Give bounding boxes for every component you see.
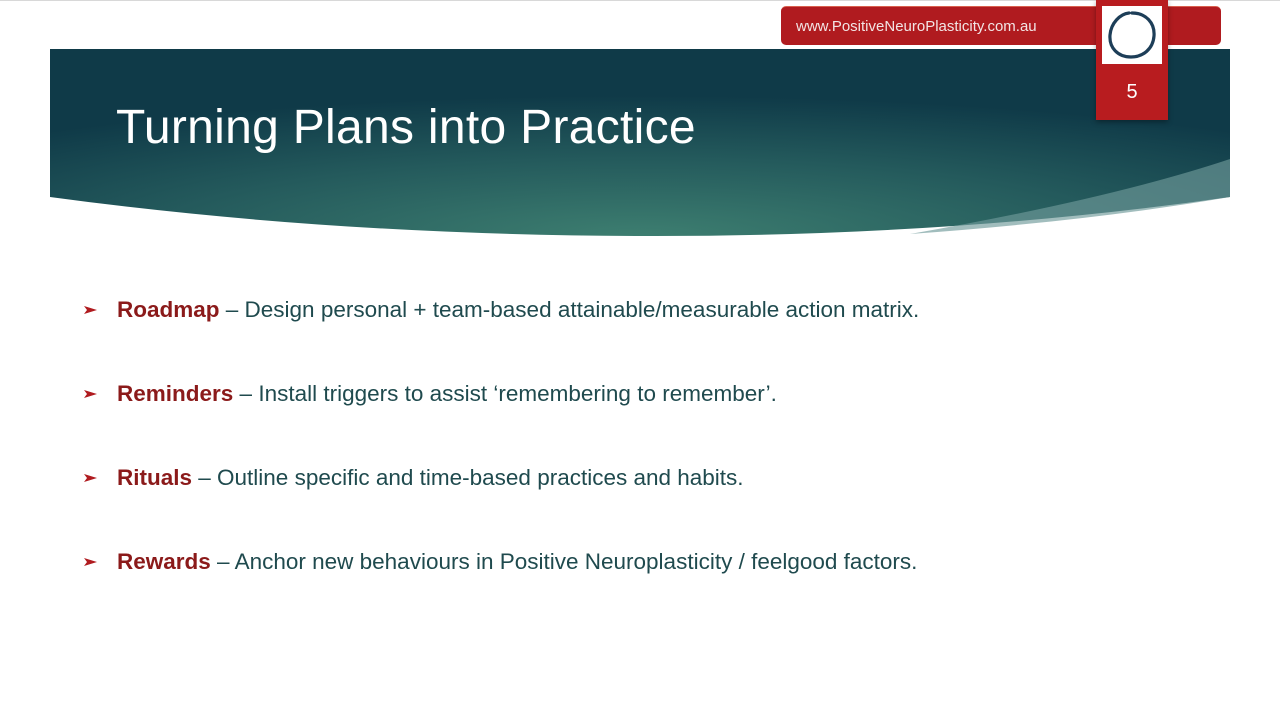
- bullet-list: [84, 288, 919, 624]
- bullet-keyword: Rituals: [117, 465, 193, 490]
- bullet-text: – Install triggers to assist ‘remembering to remember’.: [233, 381, 777, 406]
- bullet-text: – Outline specific and time-based practices and habits.: [192, 465, 744, 490]
- bullet-arrow-icon: [84, 556, 97, 568]
- enso-circle-icon: [1102, 6, 1162, 64]
- bullet-rewards: [84, 540, 919, 624]
- bullet-keyword: Roadmap: [117, 297, 220, 322]
- bullet-rituals: [84, 456, 919, 540]
- website-link[interactable]: www.PositiveNeuroPlasticity.com.au: [796, 18, 1037, 35]
- enso-logo-box: [1102, 6, 1162, 64]
- slide-title: Turning Plans into Practice: [116, 101, 696, 154]
- bullet-keyword: Rewards: [117, 549, 211, 574]
- bullet-roadmap: [84, 288, 919, 372]
- bullet-text: – Design personal + team-based attainable/measurable action matrix.: [219, 297, 920, 322]
- bullet-arrow-icon: [84, 388, 97, 400]
- bullet-text: – Anchor new behaviours in Positive Neuroplasticity / feelgood factors.: [210, 549, 918, 574]
- bullet-keyword: Reminders: [117, 381, 234, 406]
- page-number: 5: [1126, 81, 1138, 103]
- top-rule: [0, 0, 1280, 1]
- bullet-reminders: [84, 372, 919, 456]
- bullet-arrow-icon: [84, 304, 97, 316]
- bullet-arrow-icon: [84, 472, 97, 484]
- page-number-tab: [1096, 0, 1168, 120]
